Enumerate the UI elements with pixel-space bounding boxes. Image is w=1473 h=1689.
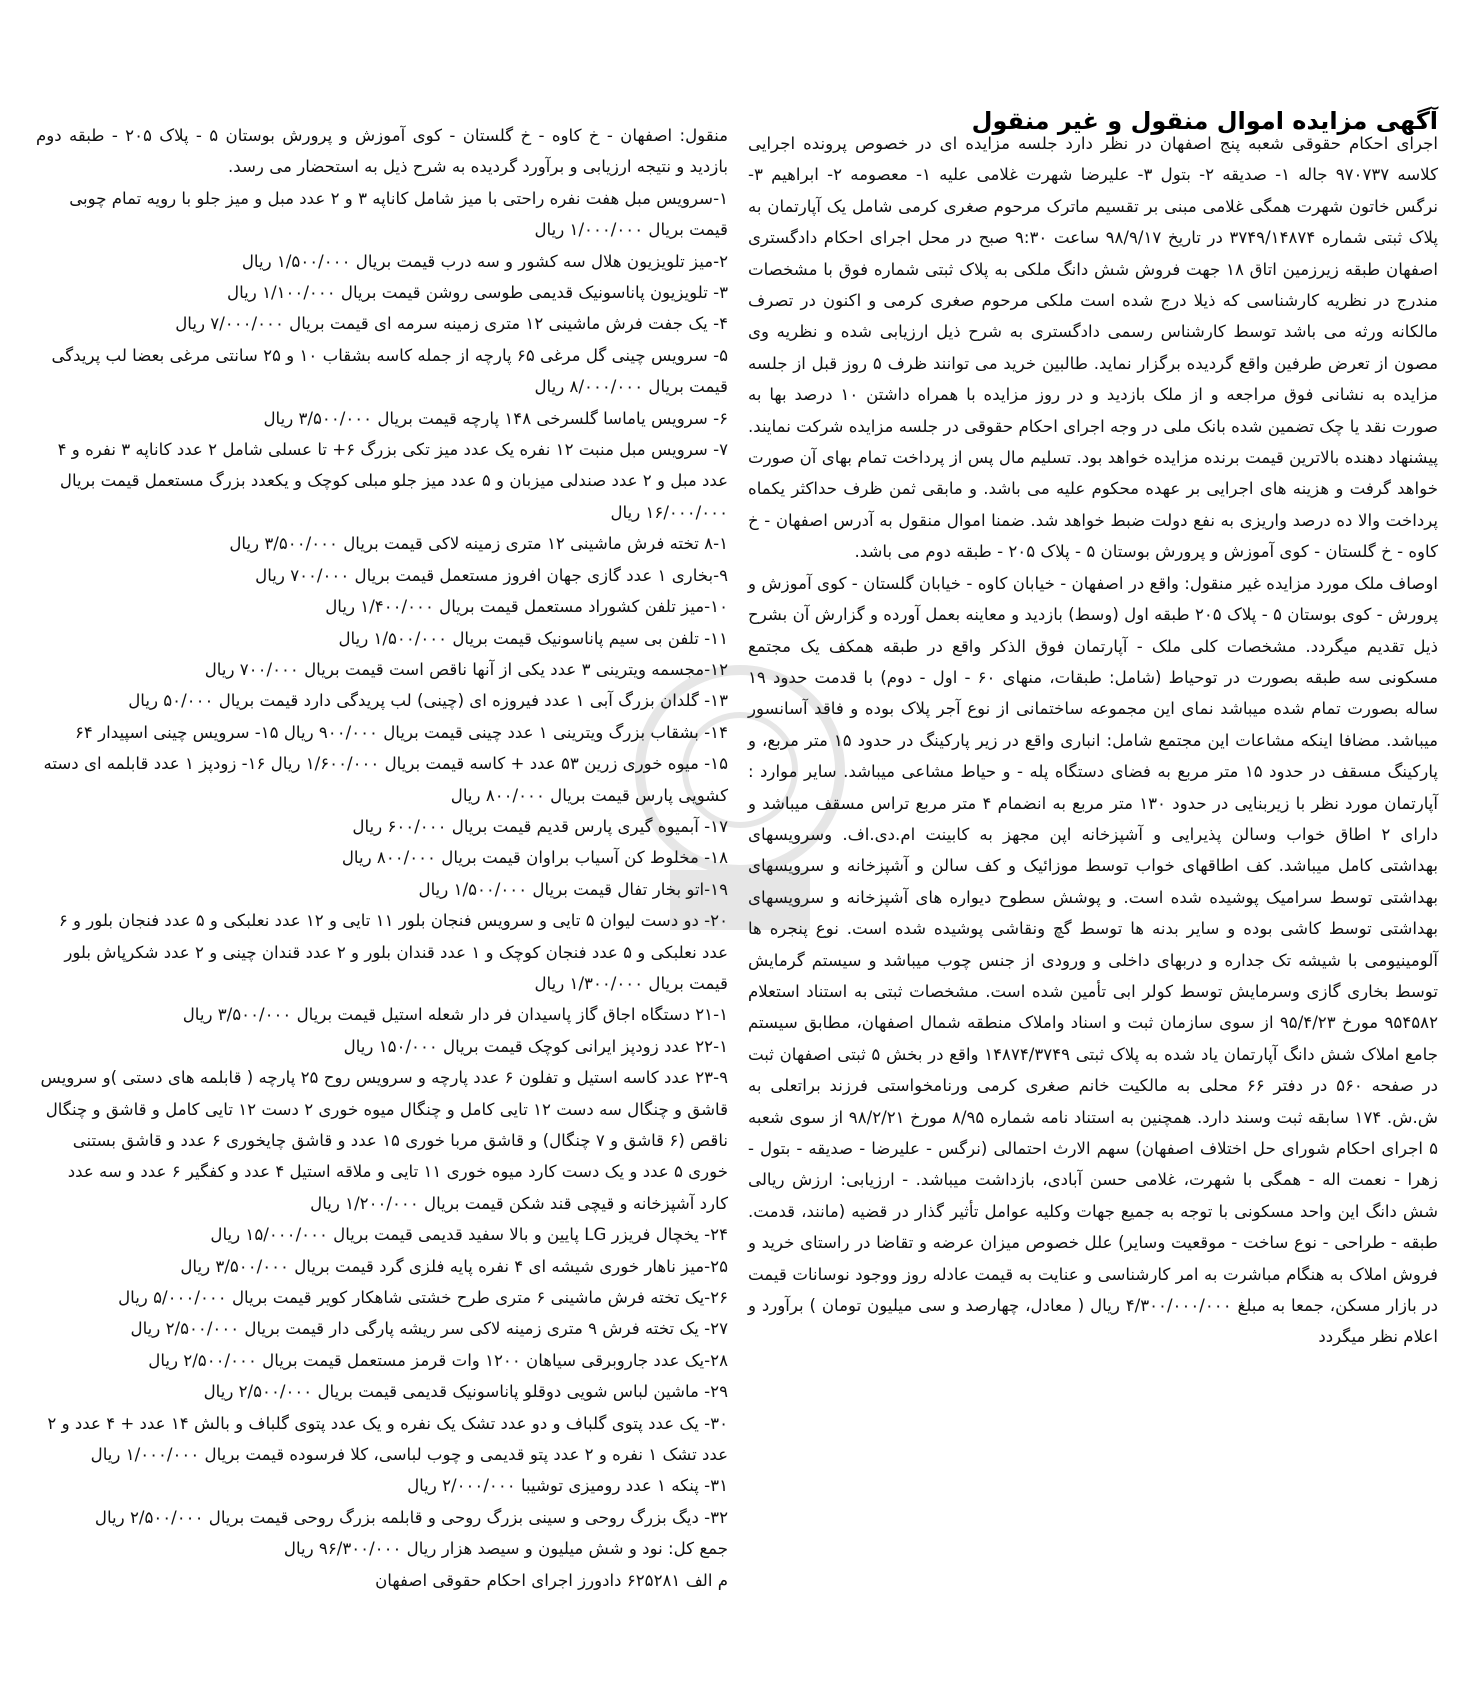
total-price: جمع کل: نود و شش میلیون و سیصد هزار ریال ۹۶/۳۰۰/۰۰۰ ریال <box>283 1539 728 1559</box>
list-item: ۱۱- تلفن بی سیم پاناسونیک قیمت بریال ۱/۵۰۰/۰۰۰ ریال <box>338 628 728 648</box>
list-item: ۳- تلویزیون پاناسونیک قدیمی طوسی روشن قیمت بریال ۱/۱۰۰/۰۰۰ ریال <box>227 283 728 303</box>
list-item: ۶- سرویس یاماسا گلسرخی ۱۴۸ پارچه قیمت بریال ۳/۵۰۰/۰۰۰ ریال <box>263 408 728 428</box>
list-item: ۲۸-یک عدد جاروبرقی سیاهان ۱۲۰۰ وات قرمز مستعمل قیمت بریال ۲/۵۰۰/۰۰۰ ریال <box>148 1350 728 1370</box>
page-title: آگهی مزایده اموال منقول و غیر منقول <box>971 107 1438 136</box>
list-item: ۷- سرویس مبل منبت ۱۲ نفره یک عدد میز تکی بزرگ ۶+ تا عسلی شامل ۲ عدد کاناپه ۳ نفره و ۴ عدد مبل و ۲ عدد صندلی میزبان و ۵ عدد میز جلو مبلی کوچک و یکعدد بزرگ مستعمل قیمت بریال ۱۶/۰۰۰/۰۰۰ ریال <box>57 440 728 522</box>
list-item: ۱۷- آبمیوه گیری پارس قدیم قیمت بریال ۶۰۰/۰۰۰ ریال <box>352 816 728 836</box>
auction-announcement-paragraph: اجرای احکام حقوقی شعبه پنج اصفهان در نظر دارد جلسه مزایده ای در خصوص پرونده اجرایی کلاسه ۹۷۰۷۳۷ جاله ۱- صدیقه ۲- بتول ۳- علیرضا شهرت غلامی علیه ۱- معصومه ۲- ابراهیم ۳- نرگس خاتون شهرت همگی غلامی مبنی بر تقسیم ماترک مرحوم صغری کرمی شامل یک آپارتمان به پلاک ثبتی شماره ۳۷۴۹/۱۴۸۷۴ در تاریخ ۹۸/۹/۱۷ ساعت ۹:۳۰ صبح در محل اجرای احکام دادگستری اصفهان طبقه زیرزمین اتاق ۱۸ جهت فروش شش دانگ ملکی به پلاک ثبتی شماره فوق با مشخصات مندرج در نظریه کارشناسی که ذیلا درج شده است ملکی مرحوم صغری کرمی و اکنون در تصرف مالکانه ورثه می باشد توسط کارشناس رسمی دادگستری به شرح ذیل ارزیابی شده و نظریه وی مصون از تعرض طرفین واقع گردیده برگزار نماید. طالبین خرید می توانند ظرف ۵ روز قبل از جلسه مزایده به نشانی فوق مراجعه و از ملک بازدید و در روز مزایده با همراه داشتن ۱۰ درصد بها به صورت نقد یا چک تضمین شده بانک ملی در وجه اجرای احکام حقوقی در جلسه مزایده شرکت نمایند. پیشنهاد دهنده بالاترین قیمت برنده مزایده خواهد بود. تسلیم مال پس از پرداخت تمام بهای آن صورت خواهد گرفت و هزینه های اجرایی بر عهده محکوم علیه می باشد. و مابقی ثمن ظرف حداکثر یکماه پرداخت والا ده درصد واریزی به نفع دولت ضبط خواهد شد. ضمنا اموال منقول به آدرس اصفهان - خ کاوه - خ گلستان - کوی آموزش و پرورش بوستان ۵ - پلاک ۲۰۵ - طبقه دوم می باشد. <box>748 134 1438 562</box>
list-item: ۴- یک جفت فرش ماشینی ۱۲ متری زمینه سرمه ای قیمت بریال ۷/۰۰۰/۰۰۰ ریال <box>175 314 728 334</box>
list-item: ۲۴- یخچال فریزر LG پایین و بالا سفید قدیمی قیمت بریال ۱۵/۰۰۰/۰۰۰ ریال <box>210 1225 728 1245</box>
list-item: ۳۰- یک عدد پتوی گلباف و دو عدد تشک یک نفره و یک عدد پتوی گلباف و بالش ۱۴ عدد + ۴ عدد و ۲ عدد تشک ۱ نفره و ۲ عدد پتو قدیمی و چوب لباسی، کلا فرسوده قیمت بریال ۱/۰۰۰/۰۰۰ ریال <box>47 1413 728 1465</box>
movables-intro: منقول: اصفهان - خ کاوه - خ گلستان - کوی آموزش و پرورش بوستان ۵ - پلاک ۲۰۵ - طبقه دوم بازدید و نتیجه ارزیابی و برآورد گردیده به شرح ذیل به استحضار می رسد. <box>36 126 728 177</box>
list-item: ۱۸- مخلوط کن آسیاب براوان قیمت بریال ۸۰۰/۰۰۰ ریال <box>341 848 728 868</box>
right-column <box>748 88 1438 1353</box>
list-item: ۸-۱ تخته فرش ماشینی ۱۲ متری زمینه لاکی قیمت بریال ۳/۵۰۰/۰۰۰ ریال <box>229 534 728 554</box>
list-item: ۲۰- دو دست لیوان ۵ تایی و سرویس فنجان بلور ۱۱ تایی و ۱۲ عدد نعلبکی و ۵ عدد فنجان بلور و ۶ عدد نعلبکی و ۵ عدد فنجان کوچک و ۱ عدد قندان بلور و ۲ عدد قندان چینی و ۲ عدد شکرپاش بلور قیمت بریال ۱/۳۰۰/۰۰۰ ریال <box>58 911 728 993</box>
list-item: ۲۶-یک تخته فرش ماشینی ۶ متری طرح خشتی شاهکار کویر قیمت بریال ۵/۰۰۰/۰۰۰ ریال <box>118 1288 728 1308</box>
movables-list <box>36 183 728 1533</box>
list-item: ۱۰-میز تلفن کشوراد مستعمل قیمت بریال ۱/۴۰۰/۰۰۰ ریال <box>325 597 728 617</box>
list-item: ۹-بخاری ۱ عدد گازی جهان افروز مستعمل قیمت بریال ۷۰۰/۰۰۰ ریال <box>255 565 728 585</box>
left-column <box>36 120 728 1596</box>
list-item: ۲-میز تلویزیون هلال سه کشور و سه درب قیمت بریال ۱/۵۰۰/۰۰۰ ریال <box>241 251 728 271</box>
list-item: ۲۲-۱ عدد زودپز ایرانی کوچک قیمت بریال ۱۵۰/۰۰۰ ریال <box>343 1036 728 1056</box>
property-description-paragraph: اوصاف ملک مورد مزایده غیر منقول: واقع در اصفهان - خیابان کاوه - خیابان گلستان - کوی آموزش و پرورش - کوی بوستان ۵ - پلاک ۲۰۵ طبقه اول (وسط) بازدید و معاینه بعمل آورده و گزارش آن بشرح ذیل تقدیم میگردد. مشخصات کلی ملک - آپارتمان فوق الذکر واقع در طبقه همکف یک مجتمع مسکونی سه طبقه بصورت در توحیاط (شامل: طبقات، منهای ۶۰ - اول - دوم) با قدمت حدود ۱۹ ساله بصورت تمام شده میباشد نمای این مجموعه ساختمانی از نوع آجر پلاک بوده و فاقد آسانسور میباشد. مضافا اینکه مشاعات این مجتمع شامل: انباری واقع در زیر پارکینگ در حدود ۱۵ متر مربع، و پارکینگ مسقف در حدود ۱۵ متر مربع به فضای دستگاه پله - و حیاط مشاعی میباشد. سایر موارد : آپارتمان مورد نظر با زیربنایی در حدود ۱۳۰ متر مربع به انضمام ۴ متر مربع تراس مسقف میباشد و دارای ۲ اطاق خواب وسالن پذیرایی و آشپزخانه اپن مجهز به کابینت ام.دی.اف. وسرویسهای بهداشتی کامل میباشد. کف اطاقهای خواب توسط موزائیک و کف سالن و آشپزخانه و سرویسهای بهداشتی توسط سرامیک پوشیده شده است. و پوشش سطوح دیواره های آشپزخانه و سرویسهای بهداشتی توسط کاشی بوده و سایر بدنه ها توسط گچ ونقاشی پوشیده شده است. نوع پنجره ها آلومینیومی با شیشه تک جداره و دربهای داخلی و ورودی از جنس چوب میباشد و سیستم گرمایش توسط بخاری گازی وسرمایش توسط کولر ابی تأمین شده است. مشخصات ثبتی به استناد استعلام ۹۵۴۵۸۲ مورخ ۹۵/۴/۲۳ از سوی سازمان ثبت و اسناد واملاک منطقه شمال اصفهان، مطابق سیستم جامع املاک شش دانگ آپارتمان یاد شده به پلاک ثبتی ۱۴۸۷۴/۳۷۴۹ واقع در بخش ۵ ثبتی اصفهان ثبت در صفحه ۵۶۰ در دفتر ۶۶ محلی به مالکیت خانم صغری کرمی ورنامخواستی فرزند براتعلی به ش.ش. ۱۷۴ سابقه ثبت وسند دارد. همچنین به استناد نامه شماره ۸/۹۵ مورخ ۹۸/۲/۲۱ از سوی شعبه ۵ اجرای احکام شورای حل اختلاف اصفهان) سهم الارث احتمالی (نرگس - علیرضا - صدیقه - بتول - زهرا - نعمت اله - همگی با شهرت، غلامی حسن آبادی، بازداشت میباشد. - ارزیابی: ارزش ریالی شش دانگ این واحد مسکونی با توجه به جمیع جهات وکلیه عوامل تأثیر گذار در قضیه (مانند، قدمت. طبقه - طراحی - نوع ساخت - موقعیت وسایر) علل خصوص میزان عرضه و تقاضا در راستای خرید و فروش املاک به هنگام مباشرت به امر کارشناسی و عنایت به قیمت عادله روز ووجود نوسانات قیمت در بازار مسکن، جمعا به مبلغ ۴/۳۰۰/۰۰۰/۰۰۰ ریال ( معادل، چهارصد و سی میلیون تومان ) برآورد و اعلام نظر میگردد <box>748 573 1439 1347</box>
list-item: ۱۲-مجسمه ویترینی ۳ عدد یکی از آنها ناقص است قیمت بریال ۷۰۰/۰۰۰ ریال <box>204 659 728 679</box>
list-item: ۲۹- ماشین لباس شویی دوقلو پاناسونیک قدیمی قیمت بریال ۲/۵۰۰/۰۰۰ ریال <box>203 1382 728 1402</box>
list-item: ۱-سرویس مبل هفت نفره راحتی با میز شامل کاناپه ۳ و ۲ عدد مبل و میز جلو با رویه تمام چوبی قیمت بریال ۱/۰۰۰/۰۰۰ ریال <box>69 188 728 240</box>
list-item: ۵- سرویس چینی گل مرغی ۶۵ پارچه از جمله کاسه بشقاب ۱۰ و ۲۵ سانتی مرغی بعضا لب پریدگی قیمت بریال ۸/۰۰۰/۰۰۰ ریال <box>51 345 728 397</box>
list-item: ۳۱- پنکه ۱ عدد رومیزی توشیبا ۲/۰۰۰/۰۰۰ ریال <box>407 1476 728 1496</box>
list-item: ۳۲- دیگ بزرگ روحی و سینی بزرگ روحی و قابلمه بزرگ روحی قیمت بریال ۲/۵۰۰/۰۰۰ ریال <box>94 1507 728 1527</box>
list-item: ۱۳- گلدان بزرگ آبی ۱ عدد فیروزه ای (چینی) لب پریدگی دارد قیمت بریال ۵۰/۰۰۰ ریال <box>128 691 728 711</box>
list-item: ۱۴- بشقاب بزرگ ویترینی ۱ عدد چینی قیمت بریال ۹۰۰/۰۰۰ ریال ۱۵- سرویس چینی اسپیدار ۶۴ <box>75 722 728 742</box>
list-item: ۲۷- یک تخته فرش ۹ متری زمینه لاکی سر ریشه پارگی دار قیمت بریال ۲/۵۰۰/۰۰۰ ریال <box>130 1319 728 1339</box>
list-item: ۲۵-میز ناهار خوری شیشه ای ۴ نفره پایه فلزی گرد قیمت بریال ۳/۵۰۰/۰۰۰ ریال <box>180 1256 728 1276</box>
list-item: ۲۳-۹ عدد کاسه استیل و تفلون ۶ عدد پارچه و سرویس روح ۲۵ پارچه ( قابلمه های دستی )و سرویس قاشق و چنگال سه دست ۱۲ تایی کامل و چنگال میوه خوری ۲ دست ۱۲ تایی کامل و قاشق و چنگال ناقص (۶ قاشق و ۷ چنگال) و قاشق مربا خوری ۱۵ عدد و قاشق چایخوری ۶ عدد و قاشق بستنی خوری ۵ عدد و یک دست کارد میوه خوری ۱۱ تایی و ملاقه استیل ۴ عدد و کفگیر ۶ عدد و سه عدد کارد آشپزخانه و قیچی قند شکن قیمت بریال ۱/۲۰۰/۰۰۰ ریال <box>40 1068 728 1213</box>
list-item: ۱۹-اتو بخار تفال قیمت بریال ۱/۵۰۰/۰۰۰ ریال <box>418 879 728 899</box>
list-item: ۲۱-۱ دستگاه اجاق گاز پاسیدان فر دار شعله استیل قیمت بریال ۳/۵۰۰/۰۰۰ ریال <box>182 1005 728 1025</box>
list-item: ۱۵- میوه خوری زرین ۵۳ عدد + کاسه قیمت بریال ۱/۶۰۰/۰۰۰ ریال ۱۶- زودپز ۱ عدد قابلمه ای دسته کشویی پارس قیمت بریال ۸۰۰/۰۰۰ ریال <box>43 754 728 805</box>
signature-line: م الف ۶۲۵۲۸۱ دادورز اجرای احکام حقوقی اصفهان <box>375 1570 728 1590</box>
